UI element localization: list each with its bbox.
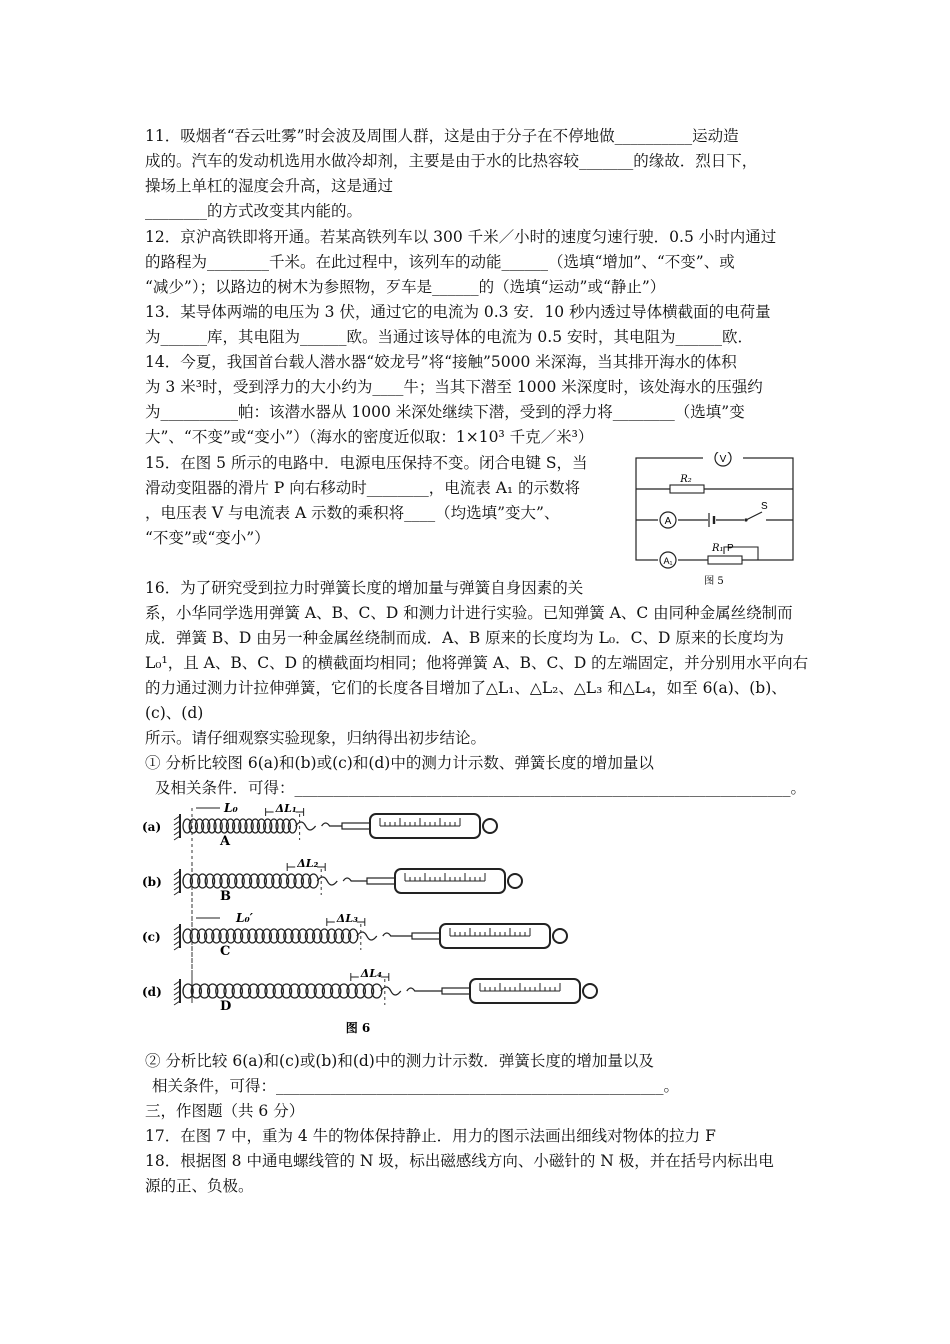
spring-coil xyxy=(183,929,358,943)
r2-label: R₂ xyxy=(680,474,692,485)
q15-line-2: 滑动变阻器的滑片 P 向右移动时________，电流表 A₁ 的示数将 xyxy=(145,479,581,497)
spring-row-d xyxy=(142,967,597,1014)
delta-length-label: ΔL₃ xyxy=(336,912,358,925)
q17-line-1: 17．在图 7 中，重为 4 牛的物体保持静止．用力的图示法画出细线对物体的拉力 F xyxy=(145,1127,716,1145)
delta-length-label: ΔL₄ xyxy=(360,967,382,980)
spring-letter: B xyxy=(220,889,231,904)
original-length-label: L₀ xyxy=(224,801,238,815)
spring-coil xyxy=(183,819,297,833)
q15-line-3: ，电压表 V 与电流表 A 示数的乘积将____（均选填”变大”、 xyxy=(145,504,560,522)
rheostat-r1 xyxy=(708,556,742,564)
q18-line-2: 源的正、负极。 xyxy=(145,1177,254,1195)
scale-ring xyxy=(483,819,497,833)
figure-5-caption: 图 5 xyxy=(704,576,724,587)
figure-6-caption: 图 6 xyxy=(345,1021,371,1035)
spring-coil xyxy=(183,874,318,888)
q12-line-2: 的路程为________千米。在此过程中，该列车的动能______（选填“增加”、“不变”、或 xyxy=(145,253,735,271)
row-tag: (c) xyxy=(142,930,161,944)
q15-line-4: “不变”或“变小”） xyxy=(145,529,270,547)
figure-6-springs xyxy=(140,798,615,1038)
q14-line-3: 为__________帕：该潜水器从 1000 米深处继续下潜，受到的浮力将________（选填”变 xyxy=(145,403,745,421)
spring-letter: A xyxy=(220,834,231,849)
q11-line-1: 11．吸烟者“吞云吐雾”时会波及周围人群，这是由于分子在不停地做__________运动造 xyxy=(145,127,739,145)
voltmeter-label: V xyxy=(719,454,727,465)
q14-line-1: 14．今夏，我国首台载人潜水器“姣龙号”将“接触”5000 米深海，当其排开海水的体积 xyxy=(145,353,737,371)
q11-line-3: 操场上单杠的湿度会升高，这是通过 xyxy=(145,177,394,195)
scale-ring xyxy=(553,929,567,943)
q12-line-1: 12．京沪高铁即将开通。若某高铁列车以 300 千米／小时的速度匀速行驶．0.5 小时内通过 xyxy=(145,228,777,246)
q16-line-3: 成．弹簧 B、D 由另一种金属丝绕制而成．A、B 原来的长度均为 L₀．C、D 原来的长度均为 xyxy=(145,629,784,647)
q11-line-2: 成的。汽车的发动机选用水做冷却剂，主要是由于水的比热容较_______的缘故．烈日下， xyxy=(145,152,758,170)
q16-part1-line-2: 及相关条件．可得：________________________________________________________________。 xyxy=(155,779,807,797)
q14-line-2: 为 3 米³时，受到浮力的大小约为____牛；当其下潜至 1000 米深度时，该处海水的压强约 xyxy=(145,378,763,396)
resistor-r2 xyxy=(670,485,704,493)
q16-line-5: 的力通过测力计拉伸弹簧，它们的长度各目增加了△L₁、△L₂、△L₃ 和△L₄，如至 6(a)、(b)、 xyxy=(145,679,787,697)
q18-line-1: 18．根据图 8 中通电螺线管的 N 圾，标出磁感线方向、小磁针的 N 极，并在括号内标出电 xyxy=(145,1152,774,1170)
q13-line-1: 13．某导体两端的电压为 3 伏，通过它的电流为 0.3 安．10 秒内透过导体横截面的电荷量 xyxy=(145,303,771,321)
figure-5-circuit xyxy=(628,452,800,588)
delta-length-label: ΔL₁ xyxy=(275,802,297,815)
q12-line-3: “减少”）；以路边的树木为参照物，歹车是______的（选填“运动”或“静止”） xyxy=(145,278,666,296)
q14-line-4: 大”、“不变”或“变小”）（海水的密度近似取：1×10³ 千克／米³） xyxy=(145,428,594,446)
spring-coil xyxy=(183,984,382,998)
scale-ring xyxy=(583,984,597,998)
ammeter-a-label: A xyxy=(664,516,672,527)
scale-ring xyxy=(508,874,522,888)
spring-letter: C xyxy=(220,944,231,959)
q15-line-1: 15．在图 5 所示的电路中．电源电压保持不变。闭合电键 S，当 xyxy=(145,454,588,472)
q16-part2-line-2: 相关条件，可得：__________________________________________________。 xyxy=(152,1077,680,1095)
q16-line-1: 16．为了研究受到拉力时弹簧长度的增加量与弹簧自身因素的关 xyxy=(145,579,584,597)
section-3-heading: 三，作图题（共 6 分） xyxy=(145,1102,305,1120)
row-tag: (d) xyxy=(142,985,162,999)
r1-label: R₁ xyxy=(712,543,724,554)
row-tag: (b) xyxy=(142,875,162,889)
q16-part1-line-1: ① 分析比较图 6(a)和(b)或(c)和(d)中的测力计示数、弹簧长度的增加量以 xyxy=(145,754,654,772)
delta-length-label: ΔL₂ xyxy=(297,857,319,870)
q16-line-4: L₀¹，且 A、B、C、D 的横截面均相同；他将弹簧 A、B、C、D 的左端固定，并分别用水平向右 xyxy=(145,654,809,672)
q16-line-7: 所示。请仔细观察实验现象，归纳得出初步结论。 xyxy=(145,729,487,747)
q11-line-4: ________的方式改变其内能的。 xyxy=(145,202,363,220)
row-tag: (a) xyxy=(142,820,162,834)
q13-line-2: 为______库，其电阻为______欧。当通过该导体的电流为 0.5 安时，其电阻为______欧． xyxy=(145,328,754,346)
ammeter-a1-label: A₁ xyxy=(663,556,673,566)
spring-letter: D xyxy=(220,999,232,1014)
q16-part2-line-1: ② 分析比较 6(a)和(c)或(b)和(d)中的测力计示数．弹簧长度的增加量以及 xyxy=(145,1052,654,1070)
q16-line-2: 系，小华同学选用弹簧 A、B、C、D 和测力计进行实验。已知弹簧 A、C 由同种金属丝绕制而 xyxy=(145,604,793,622)
switch-label: S xyxy=(761,501,768,512)
slider-label: P xyxy=(727,543,734,554)
original-length-label: L₀′ xyxy=(236,911,253,925)
q16-line-6: (c)、(d) xyxy=(145,704,204,722)
spring-row-a xyxy=(142,801,497,1003)
